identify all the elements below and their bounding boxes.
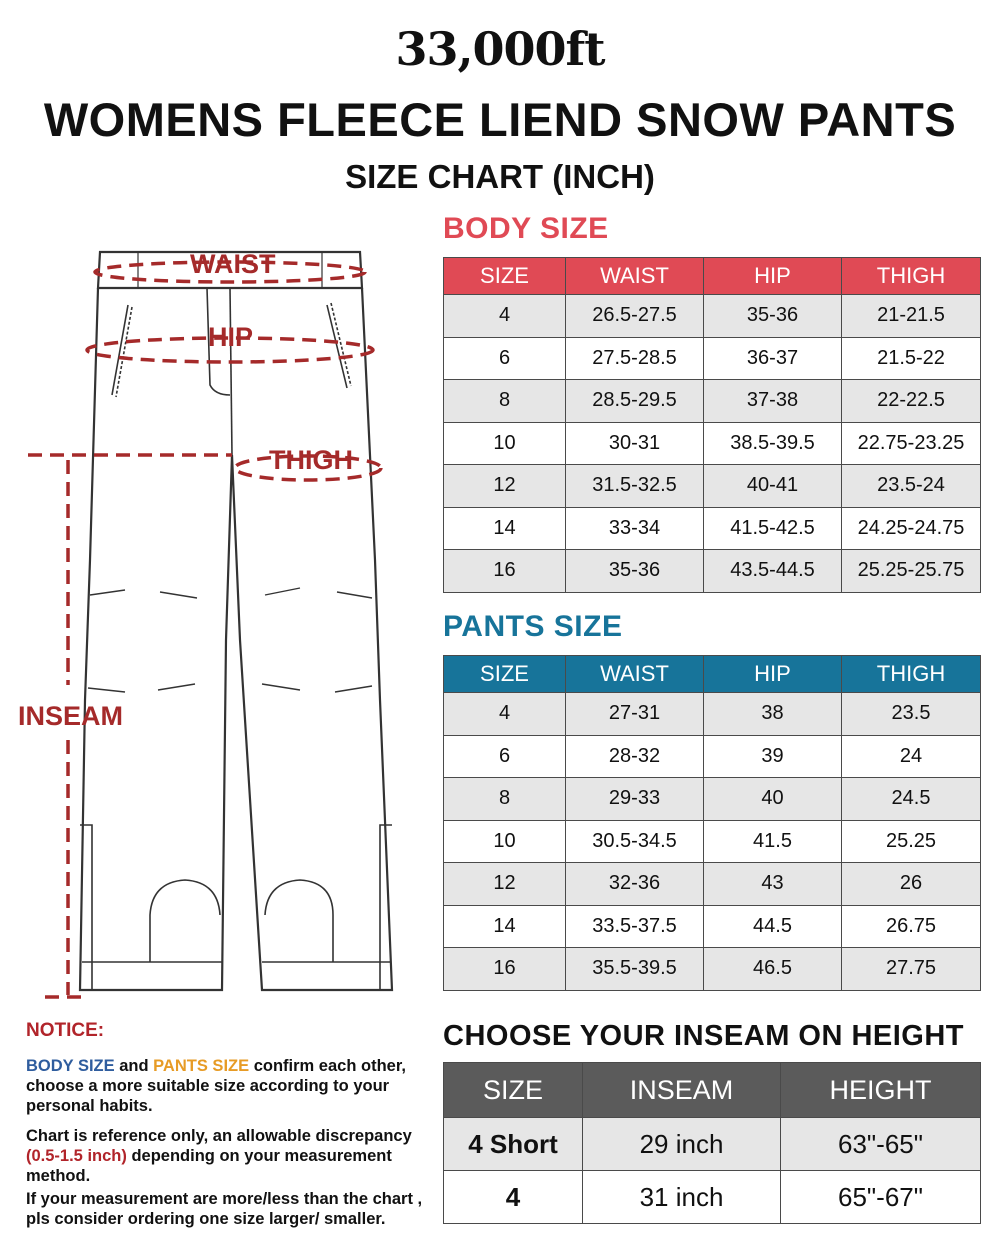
cell: 40 — [704, 778, 842, 821]
table-row — [444, 905, 981, 948]
thigh-label: THIGH — [269, 445, 353, 475]
table-row — [444, 1171, 981, 1224]
page-subtitle: SIZE CHART (INCH) — [345, 158, 655, 195]
cell: 33.5-37.5 — [566, 905, 704, 948]
cell: 30-31 — [566, 422, 704, 465]
cell: 28-32 — [566, 735, 704, 778]
table-row — [444, 778, 981, 821]
cell: 28.5-29.5 — [566, 380, 704, 423]
table-header-row — [444, 258, 981, 295]
cell: 30.5-34.5 — [566, 820, 704, 863]
cell: 16 — [444, 948, 566, 991]
pants-size-heading: PANTS SIZE — [443, 610, 623, 643]
cell: 33-34 — [566, 507, 704, 550]
notice-paragraph: If your measurement are more/less than the chart , pls consider ordering one size larger/ smaller. — [26, 1190, 423, 1228]
cell: 26 — [842, 863, 981, 906]
cell: 43.5-44.5 — [704, 550, 842, 593]
discrepancy-range: (0.5-1.5 inch) — [26, 1147, 127, 1165]
cell: 12 — [444, 465, 566, 508]
cell: 41.5-42.5 — [704, 507, 842, 550]
column-header: WAIST — [566, 258, 704, 295]
cell: 63"-65" — [781, 1118, 981, 1171]
table-row — [444, 380, 981, 423]
cell: 26.5-27.5 — [566, 295, 704, 338]
notice-text: confirm each other, choose a more suitable size according to your personal habits. — [26, 1057, 406, 1115]
table-row — [444, 735, 981, 778]
cell: 24.5 — [842, 778, 981, 821]
page-title: WOMENS FLEECE LIEND SNOW PANTS — [43, 93, 957, 146]
table-header-row — [444, 656, 981, 693]
cell: 46.5 — [704, 948, 842, 991]
cell: 4 — [444, 1171, 583, 1224]
cell: 23.5 — [842, 693, 981, 736]
column-header: HIP — [704, 656, 842, 693]
table-row — [444, 693, 981, 736]
cell: 25.25-25.75 — [842, 550, 981, 593]
cell: 44.5 — [704, 905, 842, 948]
table-row — [444, 550, 981, 593]
column-header: THIGH — [842, 258, 981, 295]
cell: 32-36 — [566, 863, 704, 906]
cell: 31.5-32.5 — [566, 465, 704, 508]
cell: 25.25 — [842, 820, 981, 863]
table-row — [444, 295, 981, 338]
cell: 29 inch — [583, 1118, 781, 1171]
cell: 36-37 — [704, 337, 842, 380]
waist-label: WAIST — [190, 249, 276, 279]
table-row — [444, 1118, 981, 1171]
table-row — [444, 863, 981, 906]
table-row — [444, 948, 981, 991]
table-row — [444, 422, 981, 465]
column-header: WAIST — [566, 656, 704, 693]
cell: 10 — [444, 422, 566, 465]
column-header: SIZE — [444, 258, 566, 295]
inseam-heading: CHOOSE YOUR INSEAM ON HEIGHT — [443, 1020, 965, 1052]
table-row — [444, 507, 981, 550]
cell: 23.5-24 — [842, 465, 981, 508]
cell: 4 — [444, 295, 566, 338]
column-header: SIZE — [444, 656, 566, 693]
cell: 12 — [444, 863, 566, 906]
cell: 29-33 — [566, 778, 704, 821]
cell: 8 — [444, 778, 566, 821]
cell: 14 — [444, 905, 566, 948]
cell: 4 Short — [444, 1118, 583, 1171]
pants-size-table — [443, 655, 981, 991]
cell: 27.75 — [842, 948, 981, 991]
cell: 65"-67" — [781, 1171, 981, 1224]
hip-label: HIP — [208, 322, 254, 352]
cell: 4 — [444, 693, 566, 736]
inseam-table — [443, 1062, 981, 1224]
cell: 21.5-22 — [842, 337, 981, 380]
cell: 22.75-23.25 — [842, 422, 981, 465]
cell: 35-36 — [704, 295, 842, 338]
cell: 14 — [444, 507, 566, 550]
cell: 35.5-39.5 — [566, 948, 704, 991]
cell: 37-38 — [704, 380, 842, 423]
notice-heading: NOTICE: — [26, 1020, 105, 1041]
column-header: HIP — [704, 258, 842, 295]
cell: 21-21.5 — [842, 295, 981, 338]
cell: 8 — [444, 380, 566, 423]
notice-text: Chart is reference only, an allowable discrepancy — [26, 1127, 412, 1145]
cell: 35-36 — [566, 550, 704, 593]
notice-paragraph — [26, 1126, 431, 1186]
column-header: SIZE — [444, 1063, 583, 1118]
table-row — [444, 820, 981, 863]
body-size-heading: BODY SIZE — [443, 212, 609, 245]
brand-logo: 33,000ft — [395, 22, 605, 76]
table-row — [444, 337, 981, 380]
cell: 22-22.5 — [842, 380, 981, 423]
pants-size-ref: PANTS SIZE — [153, 1057, 250, 1075]
body-size-ref: BODY SIZE — [26, 1057, 115, 1075]
inseam-label: INSEAM — [18, 701, 124, 731]
column-header: THIGH — [842, 656, 981, 693]
cell: 24 — [842, 735, 981, 778]
table-header-row — [444, 1063, 981, 1118]
table-row — [444, 465, 981, 508]
cell: 31 inch — [583, 1171, 781, 1224]
notice-text: and — [114, 1057, 154, 1075]
cell: 6 — [444, 337, 566, 380]
pants-diagram — [0, 235, 420, 1005]
cell: 6 — [444, 735, 566, 778]
cell: 40-41 — [704, 465, 842, 508]
cell: 38.5-39.5 — [704, 422, 842, 465]
cell: 16 — [444, 550, 566, 593]
column-header: INSEAM — [583, 1063, 781, 1118]
cell: 41.5 — [704, 820, 842, 863]
notice-text: depending on your measurement method. — [26, 1147, 392, 1185]
cell: 27.5-28.5 — [566, 337, 704, 380]
cell: 26.75 — [842, 905, 981, 948]
body-size-table — [443, 257, 981, 593]
column-header: HEIGHT — [781, 1063, 981, 1118]
cell: 10 — [444, 820, 566, 863]
cell: 39 — [704, 735, 842, 778]
cell: 27-31 — [566, 693, 704, 736]
notice-paragraph — [26, 1056, 431, 1116]
cell: 24.25-24.75 — [842, 507, 981, 550]
cell: 43 — [704, 863, 842, 906]
cell: 38 — [704, 693, 842, 736]
